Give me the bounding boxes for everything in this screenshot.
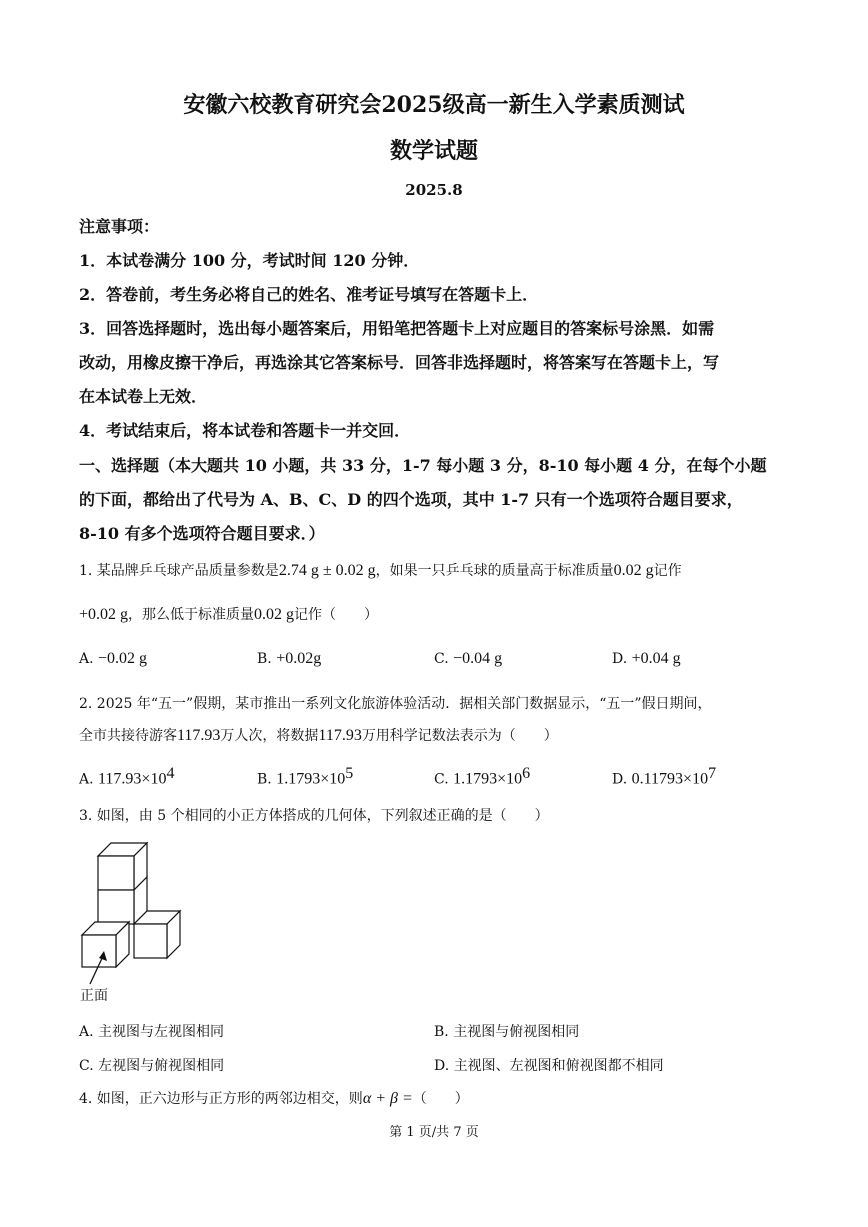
q3-option-b: B. 主视图与俯视图相同 — [434, 1024, 580, 1040]
q1-option-c: C. −0.04 g — [434, 650, 503, 667]
q2-option-c: C. $1.1793\times 10^6$ — [434, 765, 531, 788]
subject-title: 数学试题 — [389, 138, 478, 164]
page-footer: 第 1 页/共 7 页 — [389, 1125, 479, 1140]
note-item-3-line-3: 在本试卷上无效． — [79, 387, 208, 406]
question-1-stem-line-2: +0.02 g，那么低于标准质量0.02 g记作（ ） — [79, 606, 379, 623]
q2-option-d: D. $0.11793\times 10^7$ — [612, 765, 717, 788]
math-inline: 0.02 g — [254, 606, 295, 623]
note-item-3-line-2: 改动，用橡皮擦干净后，再选涂其它答案标号．回答非选择题时，将答案写在答题卡上，写 — [79, 353, 720, 372]
question-2-stem-line-2: 全市共接待游客117.93万人次，将数据117.93万用科学记数法表示为（ ） — [79, 727, 558, 744]
question-3-stem: 3. 如图，由 5 个相同的小正方体搭成的几何体，下列叙述正确的是（ ） — [79, 808, 549, 824]
q2-option-b: B. $1.1793\times 10^5$ — [257, 765, 354, 788]
question-1-stem-line-1: 1. 某品牌乒乓球产品质量参数是2.74 g ± 0.02 g，如果一只乒乓球的质量高于标准质量0.02 g记作 — [79, 562, 682, 579]
exam-title: 安徽六校教育研究会2025级高一新生入学素质测试 — [183, 92, 685, 118]
front-label: 正面 — [80, 988, 108, 1004]
front-direction-arrow — [86, 948, 116, 988]
math-inline: 0.02 g — [613, 562, 654, 579]
q3-option-c: C. 左视图与俯视图相同 — [79, 1058, 225, 1074]
q1-option-a: A. −0.02 g — [79, 650, 148, 667]
math-inline: 117.93 — [318, 727, 362, 744]
note-item-2: 2．答卷前，考生务必将自己的姓名、准考证号填写在答题卡上． — [79, 285, 539, 304]
q1-option-d: D. +0.04 g — [612, 650, 681, 667]
math-inline: 2.74 g ± 0.02 g — [278, 562, 376, 579]
note-item-1: 1．本试卷满分 100 分，考试时间 120 分钟． — [79, 251, 420, 270]
notes-heading: 注意事项： — [79, 217, 160, 236]
q1-option-b: B. +0.02g — [257, 650, 322, 667]
question-2-stem-line-1: 2. 2025 年“五一”假期，某市推出一系列文化旅游体验活动．据相关部门数据显示，“五一”假日期间， — [79, 696, 712, 712]
math-inline: α + β = — [362, 1090, 413, 1107]
section-heading-line-2: 的下面，都给出了代号为 A、B、C、D 的四个选项，其中 1-7 只有一个选项符合题目要求， — [79, 490, 743, 509]
q3-option-a: A. 主视图与左视图相同 — [79, 1024, 225, 1040]
section-heading-line-1: 一、选择题（本大题共 10 小题，共 33 分，1-7 每小题 3 分，8-10 每小题 4 分，在每个小题 — [79, 456, 767, 475]
math-inline: +0.02 g — [79, 606, 129, 623]
q3-option-d: D. 主视图、左视图和俯视图都不相同 — [434, 1058, 664, 1074]
question-4-stem: 4. 如图，正六边形与正方形的两邻边相交，则α + β =（ ） — [79, 1090, 469, 1107]
note-item-4: 4．考试结束后，将本试卷和答题卡一并交回． — [79, 421, 411, 440]
section-heading-line-3: 8-10 有多个选项符合题目要求．） — [79, 524, 325, 543]
note-item-3-line-1: 3．回答选择题时，选出每小题答案后，用铅笔把答题卡上对应题目的答案标号涂黑．如需 — [79, 319, 715, 338]
exam-date: 2025.8 — [405, 181, 463, 199]
math-inline: 117.93 — [177, 727, 221, 744]
q2-option-a: A. $117.93\times 10^4$ — [79, 765, 175, 788]
